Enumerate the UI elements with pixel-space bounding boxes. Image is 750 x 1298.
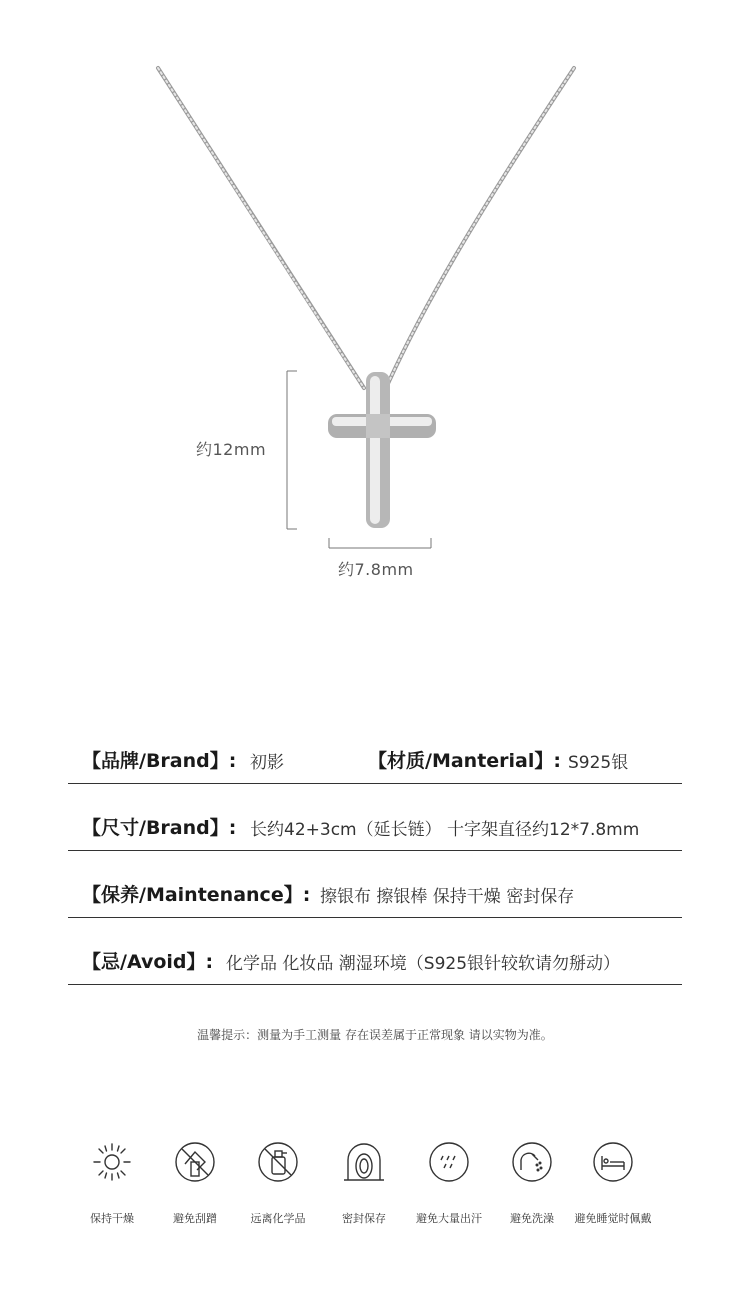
material-key: 【材质/Manterial】:	[368, 750, 561, 772]
spec-row-brand-material	[68, 716, 682, 784]
width-dimension-label: 约7.8mm	[338, 560, 414, 579]
avoid-key: 【忌/Avoid】:	[82, 951, 214, 973]
care-item-sealed	[319, 1140, 409, 1226]
spec-row-maintenance	[68, 850, 682, 918]
sweat-drops-icon	[427, 1140, 471, 1184]
care-label: 避免洗澡	[510, 1212, 554, 1225]
care-label: 密封保存	[342, 1212, 386, 1225]
sealed-storage-icon	[342, 1140, 386, 1184]
maintenance-key: 【保养/Maintenance】:	[82, 884, 311, 906]
care-item-sleep	[568, 1140, 658, 1226]
cross-pendant	[328, 372, 436, 528]
spec-row-avoid	[68, 917, 682, 985]
avoid-value: 化学品 化妆品 潮湿环境（S925银针较软请勿掰动）	[226, 954, 621, 974]
brand-value: 初影	[250, 753, 284, 773]
no-scratch-icon	[173, 1140, 217, 1184]
care-label: 避免刮蹭	[173, 1212, 217, 1225]
product-image	[0, 0, 750, 640]
care-label: 避免睡觉时佩戴	[574, 1212, 652, 1225]
height-dimension-label: 约12mm	[196, 440, 267, 459]
size-key: 【尺寸/Brand】:	[82, 817, 237, 839]
maintenance-value: 擦银布 擦银棒 保持干燥 密封保存	[320, 887, 575, 907]
sun-icon	[90, 1140, 134, 1184]
shower-icon	[510, 1140, 554, 1184]
spec-row-size	[68, 783, 682, 851]
size-value: 长约42+3cm（延长链） 十字架直径约12*7.8mm	[250, 820, 640, 840]
material-value: S925银	[568, 753, 629, 773]
care-label: 远离化学品	[250, 1212, 306, 1225]
chain	[158, 68, 574, 388]
care-label: 避免大量出汗	[416, 1212, 482, 1225]
care-item-chemicals	[233, 1140, 323, 1226]
care-item-shower	[487, 1140, 577, 1226]
care-item-sweat	[404, 1140, 494, 1226]
care-label: 保持干燥	[90, 1212, 134, 1225]
height-bracket	[287, 371, 297, 529]
no-chemicals-icon	[256, 1140, 300, 1184]
care-item-dry	[67, 1140, 157, 1226]
care-item-scratch	[150, 1140, 240, 1226]
measurement-tip: 温馨提示：测量为手工测量 存在误差属于正常现象 请以实物为准。	[197, 1028, 553, 1042]
necklace-illustration	[0, 0, 750, 640]
brand-key: 【品牌/Brand】:	[82, 750, 237, 772]
bed-icon	[591, 1140, 635, 1184]
width-bracket	[329, 538, 431, 548]
